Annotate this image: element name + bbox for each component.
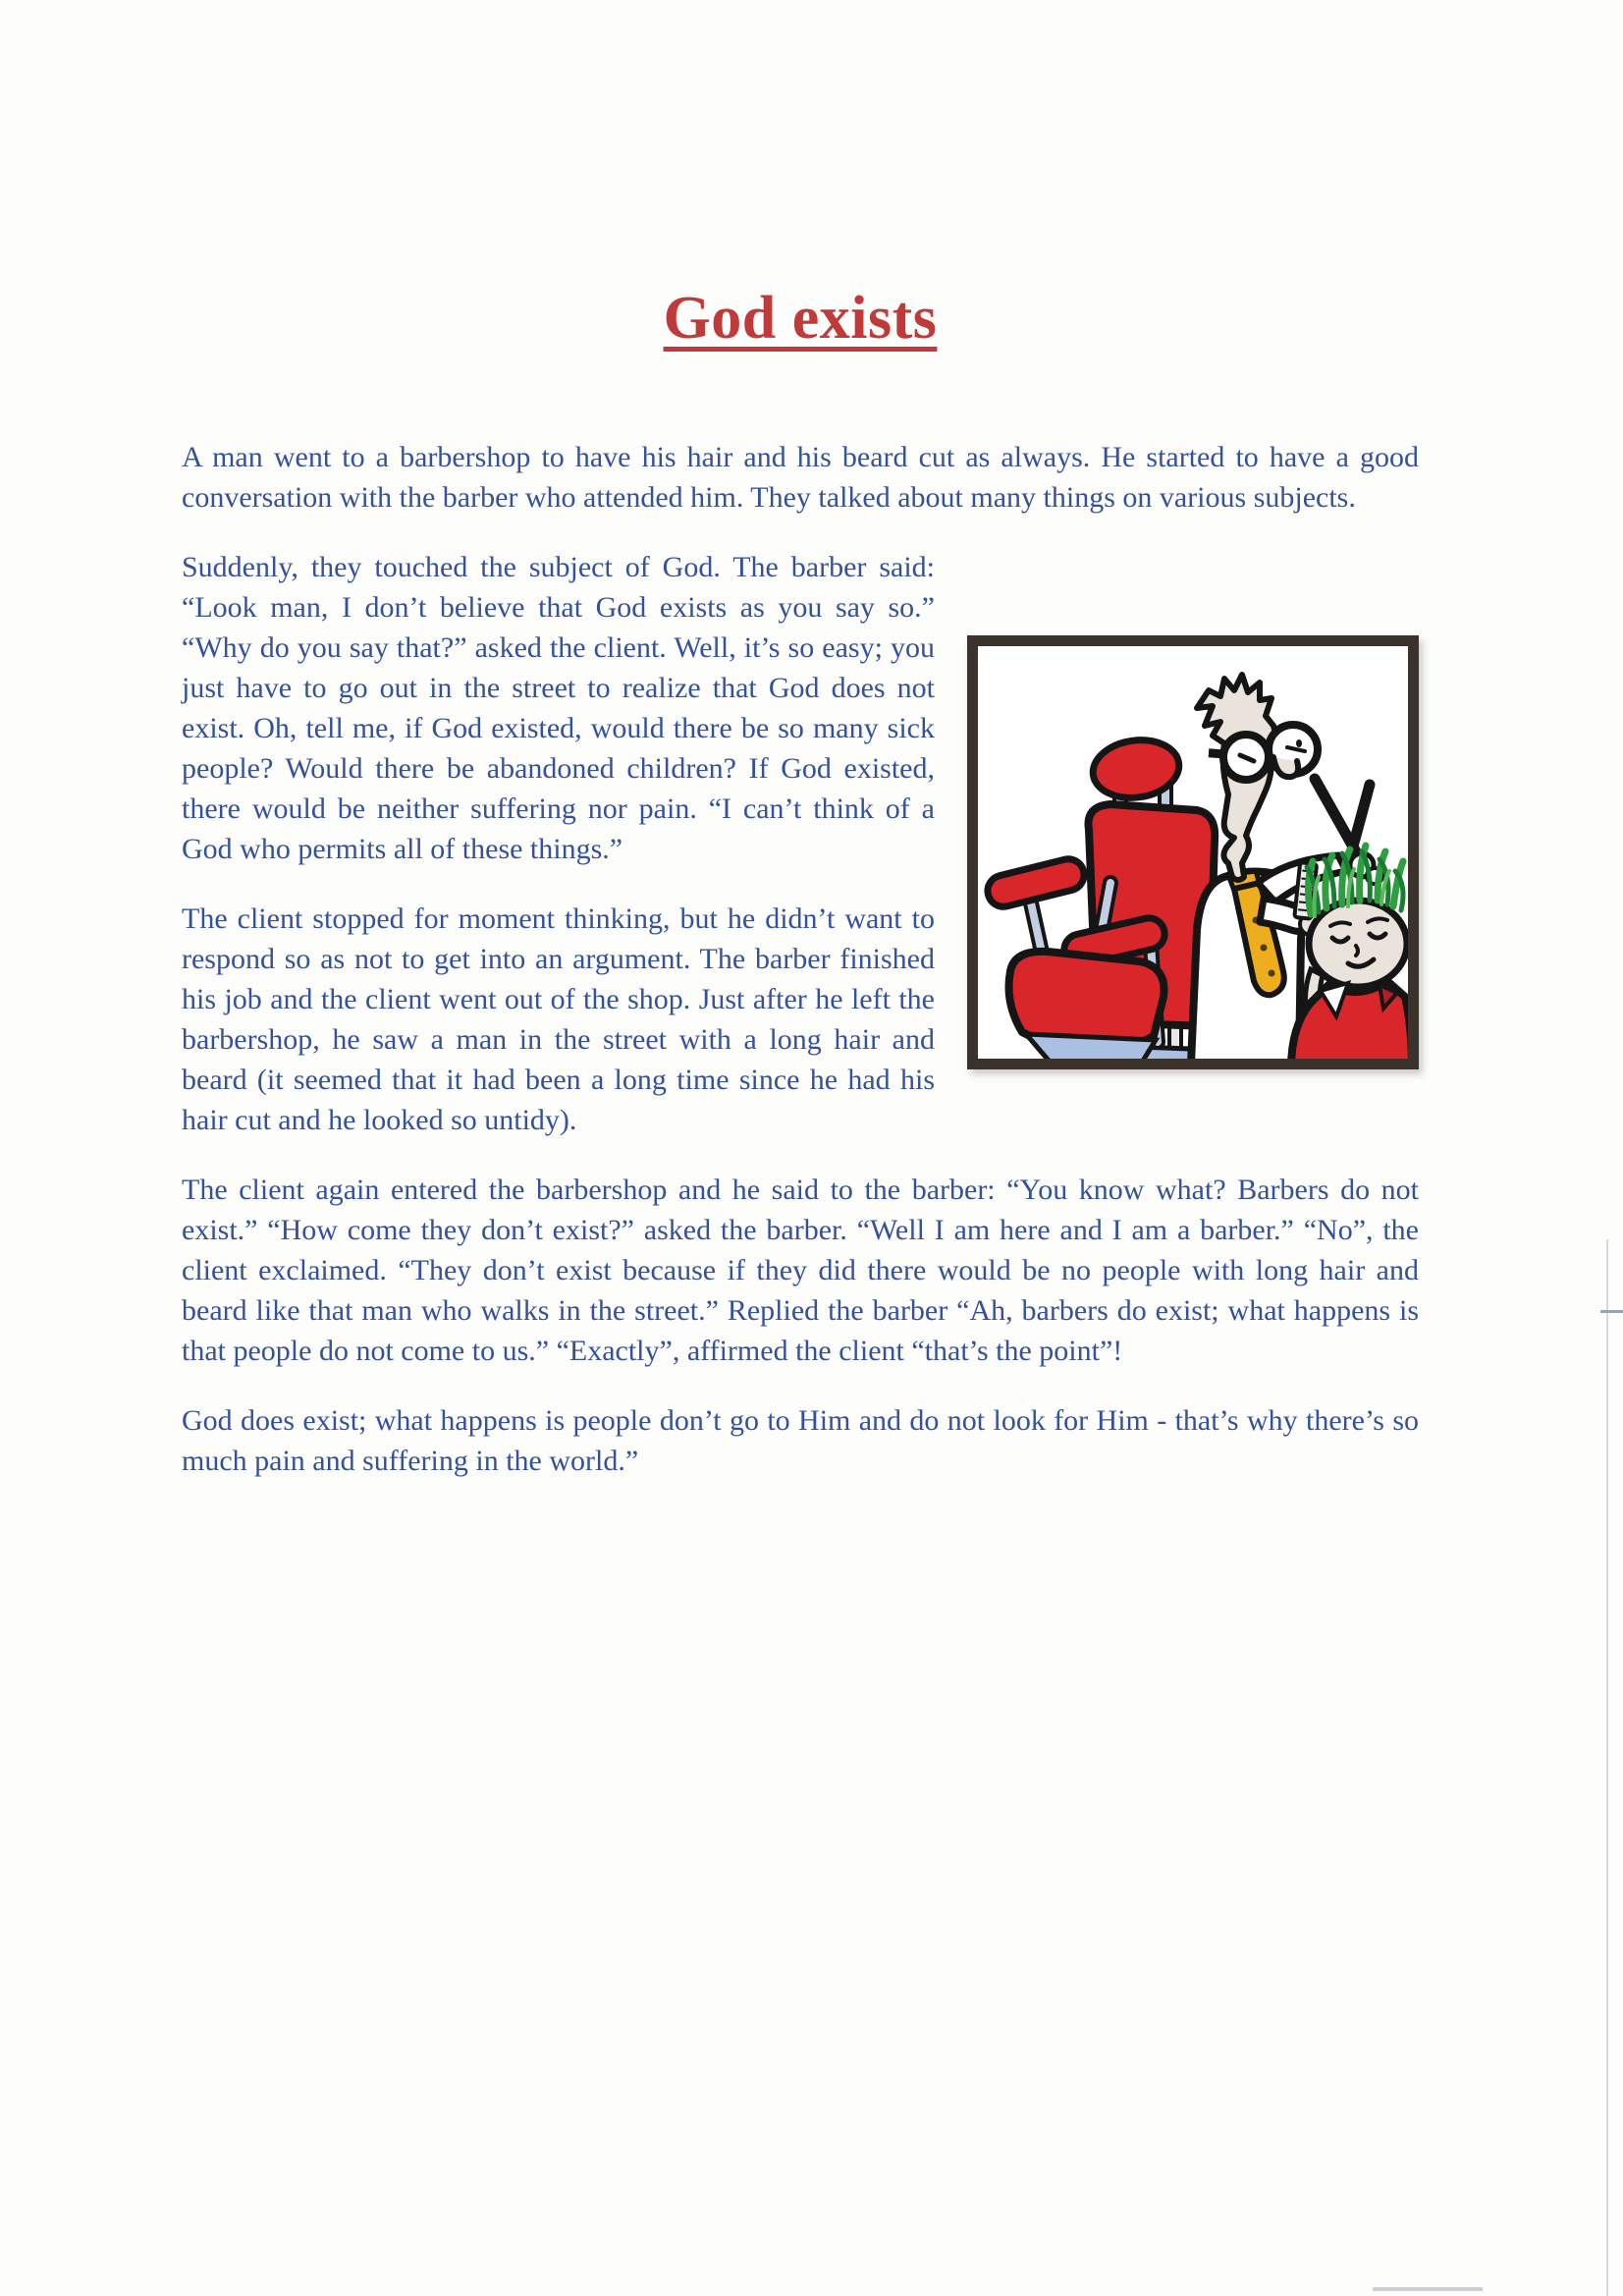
page-title-text: God exists xyxy=(663,285,938,352)
paragraph-barbers-exist: The client again entered the barbershop and he said to the barber: “You know what? Barbers do not exist.” “How come they don’t exist?” asked the barber. “Well I am here and I am a barber.” “No”, the client exclaimed. “They don’t exist because if they did there would be no people with long hair and beard like that man who walks in the street.” Replied the barber “Ah, barbers do exist; what happens is that people do not come to us.” “Exactly”, affirmed the client “that’s the point”! xyxy=(182,1174,1419,1368)
barber-nose xyxy=(1273,757,1298,777)
page-title xyxy=(182,283,1419,355)
paragraph-client-leaves: The client stopped for moment thinking, but he didn’t want to respond so as not to get into an argument. The barber finished his job and the client went out of the shop. Just after he left the barbershop, he saw a man in the street with a long hair and beard (it seemed that it had been a long time since he had his hair cut and he looked so untidy). xyxy=(182,902,935,1137)
document-page xyxy=(182,0,1419,1510)
barber-illustration-svg xyxy=(967,635,1419,1069)
scan-artifact-line xyxy=(1606,1239,1608,2296)
paragraph-conclusion: God does exist; what happens is people don’t go to Him and do not look for Him - that’s why there’s so much pain and suffering in the world.” xyxy=(182,1404,1419,1478)
paragraph-barber-argument: Suddenly, they touched the subject of God. The barber said: “Look man, I don’t believe that God exists as you say so.” “Why do you say that?” asked the client. Well, it’s so easy; you just have to go out in the street to realize that God does not exist. Oh, tell me, if God existed, would there be so many sick people? Would there be abandoned children? If God existed, there would be neither suffering nor pain. “I can’t think of a God who permits all of these things.” xyxy=(182,551,935,866)
scan-artifact-tick xyxy=(1600,1310,1623,1313)
barber-illustration xyxy=(967,635,1419,1069)
paragraph-intro: A man went to a barbershop to have his hair and his beard cut as always. He started to have a good conversation with the barber who attended him. They talked about many things on various subjects. xyxy=(182,441,1419,515)
scan-artifact-smudge xyxy=(1373,2287,1483,2291)
